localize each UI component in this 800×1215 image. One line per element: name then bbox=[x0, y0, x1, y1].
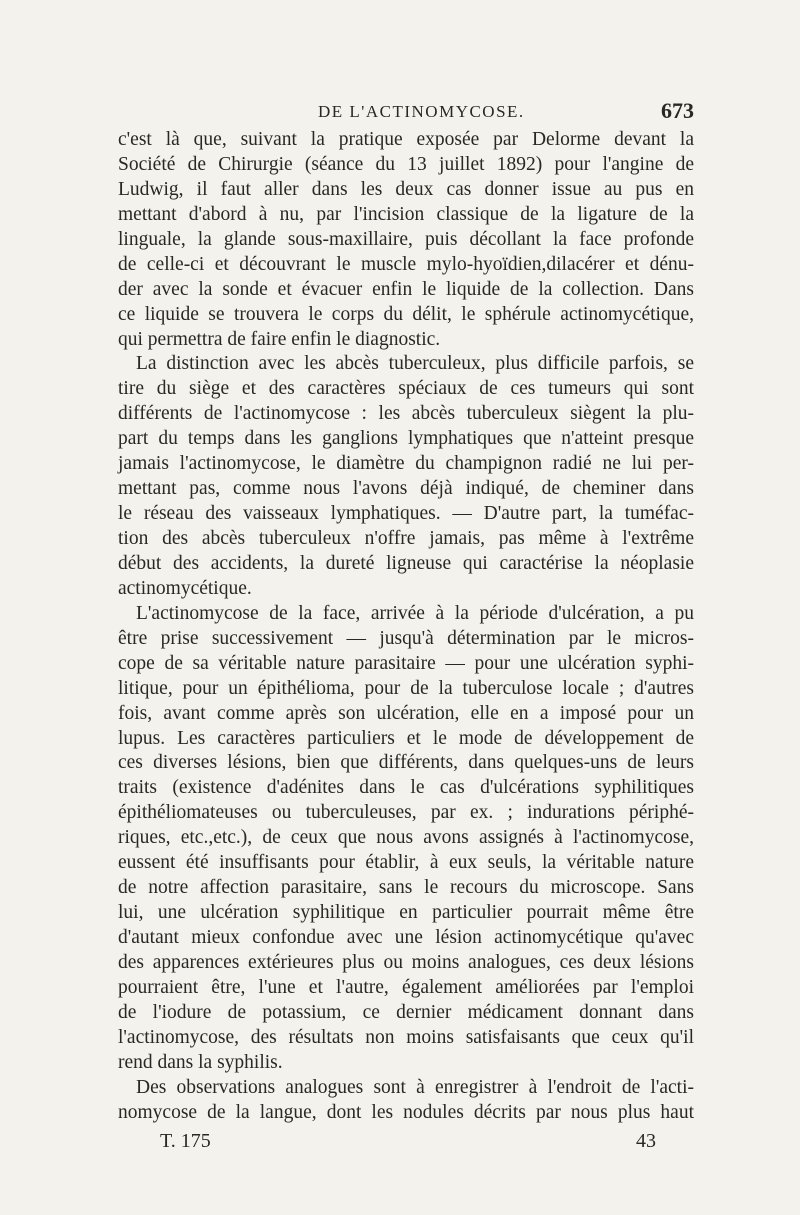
page-number: 673 bbox=[661, 98, 694, 123]
text-line: début des accidents, la dureté ligneuse qui caractérise la néoplasie bbox=[118, 552, 694, 574]
text-line: eussent été insuffisants pour établir, à eux seuls, la véritable nature bbox=[118, 852, 694, 874]
text-line: mettant pas, comme nous l'avons déjà indiqué, de cheminer dans bbox=[118, 478, 694, 500]
text-line: fois, avant comme après son ulcération, elle en a imposé pour un bbox=[118, 702, 694, 724]
text-line: d'autant mieux confondue avec une lésion actinomycétique qu'avec bbox=[118, 927, 694, 948]
printer-signature: T. 175 bbox=[160, 1130, 211, 1152]
sheet-number: 43 bbox=[636, 1130, 656, 1152]
text-line: lui, une ulcération syphilitique en particulier pourrait même être bbox=[118, 902, 694, 924]
text-line: tire du siège et des caractères spéciaux de ces tumeurs qui sont bbox=[118, 378, 694, 400]
text-line: des apparences extérieures plus ou moins analogues, ces deux lésions bbox=[118, 951, 694, 973]
text-line: jamais l'actinomycose, le diamètre du champignon radié ne lui per- bbox=[118, 453, 694, 475]
text-line: nomycose de la langue, dont les nodules décrits par nous plus haut bbox=[118, 1101, 694, 1123]
text-line: pourraient être, l'une et l'autre, également améliorées par l'emploi bbox=[118, 976, 694, 998]
text-line: part du temps dans les ganglions lymphatiques que n'atteint presque bbox=[118, 428, 694, 450]
text-line: tion des abcès tuberculeux n'offre jamais, pas même à l'extrême bbox=[118, 528, 694, 549]
text-line: Des observations analogues sont à enregistrer à l'endroit de l'acti- bbox=[136, 1076, 694, 1098]
text-line: rend dans la syphilis. bbox=[118, 1051, 283, 1073]
text-line: litique, pour un épithélioma, pour de la tuberculose locale ; d'autres bbox=[118, 677, 694, 699]
text-line: épithéliomateuses ou tuberculeuses, par ex. ; indurations périphé- bbox=[118, 802, 694, 824]
text-line: actinomycétique. bbox=[118, 577, 252, 599]
text-line: ce liquide se trouvera le corps du délit, le sphérule actinomycétique, bbox=[118, 303, 694, 325]
text-line: linguale, la glande sous-maxillaire, puis décollant la face profonde bbox=[118, 228, 694, 250]
body-text bbox=[118, 128, 694, 1126]
text-line: de celle-ci et découvrant le muscle mylo-hyoïdien,dilacérer et dénu- bbox=[118, 253, 694, 275]
text-line: le réseau des vaisseaux lymphatiques. — D'autre part, la tuméfac- bbox=[118, 503, 694, 525]
text-line: der avec la sonde et évacuer enfin le liquide de la collection. Dans bbox=[118, 278, 694, 300]
text-line: différents de l'actinomycose : les abcès tuberculeux siègent la plu- bbox=[118, 403, 694, 425]
page-footer bbox=[160, 1130, 656, 1156]
text-line: de l'iodure de potassium, ce dernier médicament donnant dans bbox=[118, 1001, 694, 1023]
text-line: c'est là que, suivant la pratique exposée par Delorme devant la bbox=[118, 129, 694, 150]
text-line: être prise successivement — jusqu'à détermination par le micros- bbox=[118, 627, 694, 649]
page-header bbox=[118, 98, 694, 124]
text-line: Ludwig, il faut aller dans les deux cas donner issue au pus en bbox=[118, 178, 694, 200]
text-line: mettant d'abord à nu, par l'incision classique de la ligature de la bbox=[118, 203, 694, 225]
text-line: riques, etc.,etc.), de ceux que nous avons assignés à l'actinomycose, bbox=[118, 827, 694, 849]
text-line: traits (existence d'adénites dans le cas d'ulcérations syphilitiques bbox=[118, 777, 694, 799]
text-line: qui permettra de faire enfin le diagnostic. bbox=[118, 328, 441, 350]
text-line: ces diverses lésions, bien que différents, dans quelques-uns de leurs bbox=[118, 752, 694, 774]
text-line: Société de Chirurgie (séance du 13 juillet 1892) pour l'angine de bbox=[118, 153, 694, 175]
text-line: de notre affection parasitaire, sans le recours du microscope. Sans bbox=[118, 877, 694, 899]
text-line: lupus. Les caractères particuliers et le mode de développement de bbox=[118, 727, 694, 749]
running-head: DE L'ACTINOMYCOSE. bbox=[318, 102, 525, 121]
text-line: L'actinomycose de la face, arrivée à la période d'ulcération, a pu bbox=[136, 602, 694, 624]
text-line: La distinction avec les abcès tuberculeux, plus difficile parfois, se bbox=[136, 353, 694, 375]
text-line: l'actinomycose, des résultats non moins satisfaisants que ceux qu'il bbox=[118, 1026, 694, 1048]
text-line: cope de sa véritable nature parasitaire — pour une ulcération syphi- bbox=[118, 652, 694, 674]
